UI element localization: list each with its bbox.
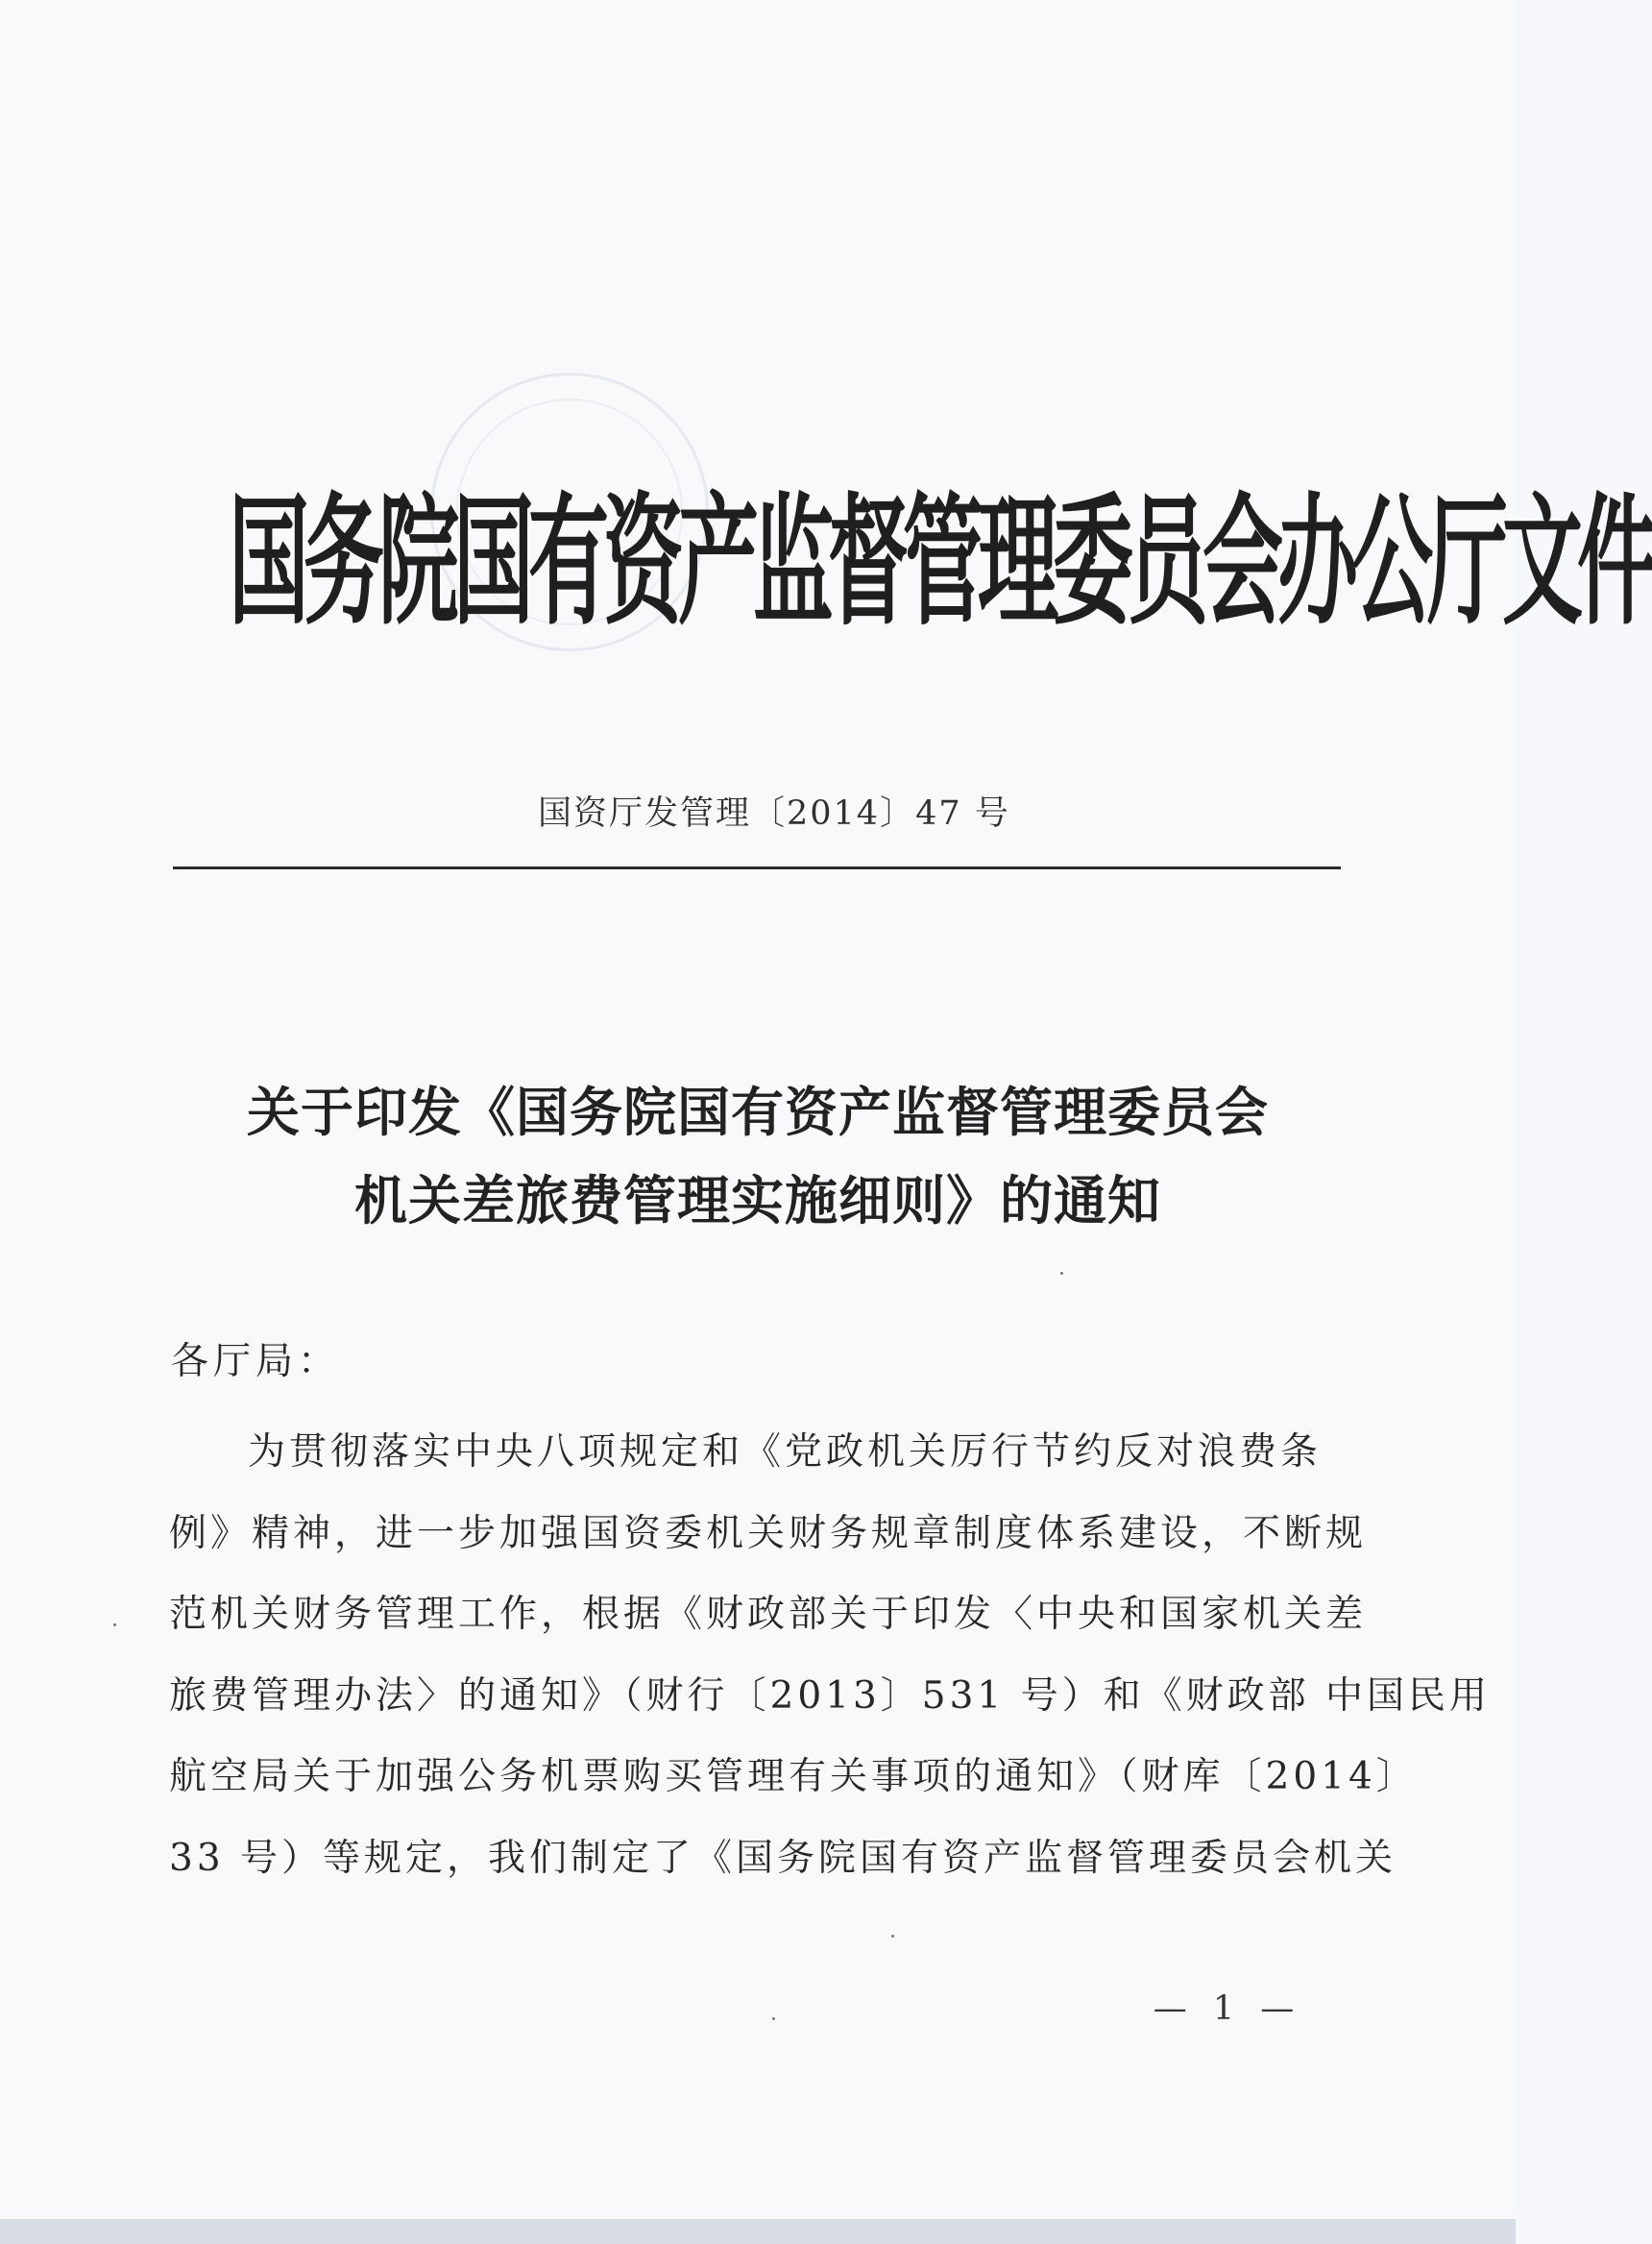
scan-speck [113, 1623, 116, 1626]
scan-speck [772, 2017, 775, 2020]
body-line-1: 为贯彻落实中央八项规定和《党政机关厉行节约反对浪费条 [248, 1430, 1323, 1474]
body-line-5: 航空局关于加强公务机票购买管理有关事项的通知》（财库〔2014〕 [169, 1755, 1418, 1798]
body-line-2: 例》精神，进一步加强国资委机关财务规章制度体系建设，不断规 [169, 1511, 1368, 1555]
body-line-4: 旅费管理办法〉的通知》（财行〔2013〕531 号）和《财政部 中国民用 [169, 1673, 1491, 1718]
document-number: 国资厅发管理〔2014〕47 号 [538, 794, 1010, 833]
body-line-6: 33 号）等规定，我们制定了《国务院国有资产监督管理委员会机关 [169, 1836, 1397, 1880]
body-line-3: 范机关财务管理工作，根据《财政部关于印发〈中央和国家机关差 [169, 1593, 1368, 1636]
notice-title: 关于印发《国务院国有资产监督管理委员会 机关差旅费管理实施细则》的通知 [246, 1081, 1269, 1232]
salutation: 各厅局： [171, 1340, 341, 1383]
notice-body [169, 1412, 1491, 1899]
scan-bottom-edge [0, 2219, 1516, 2244]
scan-speck [891, 1935, 894, 1938]
header-divider-line [173, 866, 1341, 869]
official-document-header: 国务院国有资产监督管理委员会办公厅文件 [229, 477, 1652, 645]
page-number: — 1 — [1153, 1989, 1302, 2028]
scan-speck [1060, 1272, 1063, 1275]
